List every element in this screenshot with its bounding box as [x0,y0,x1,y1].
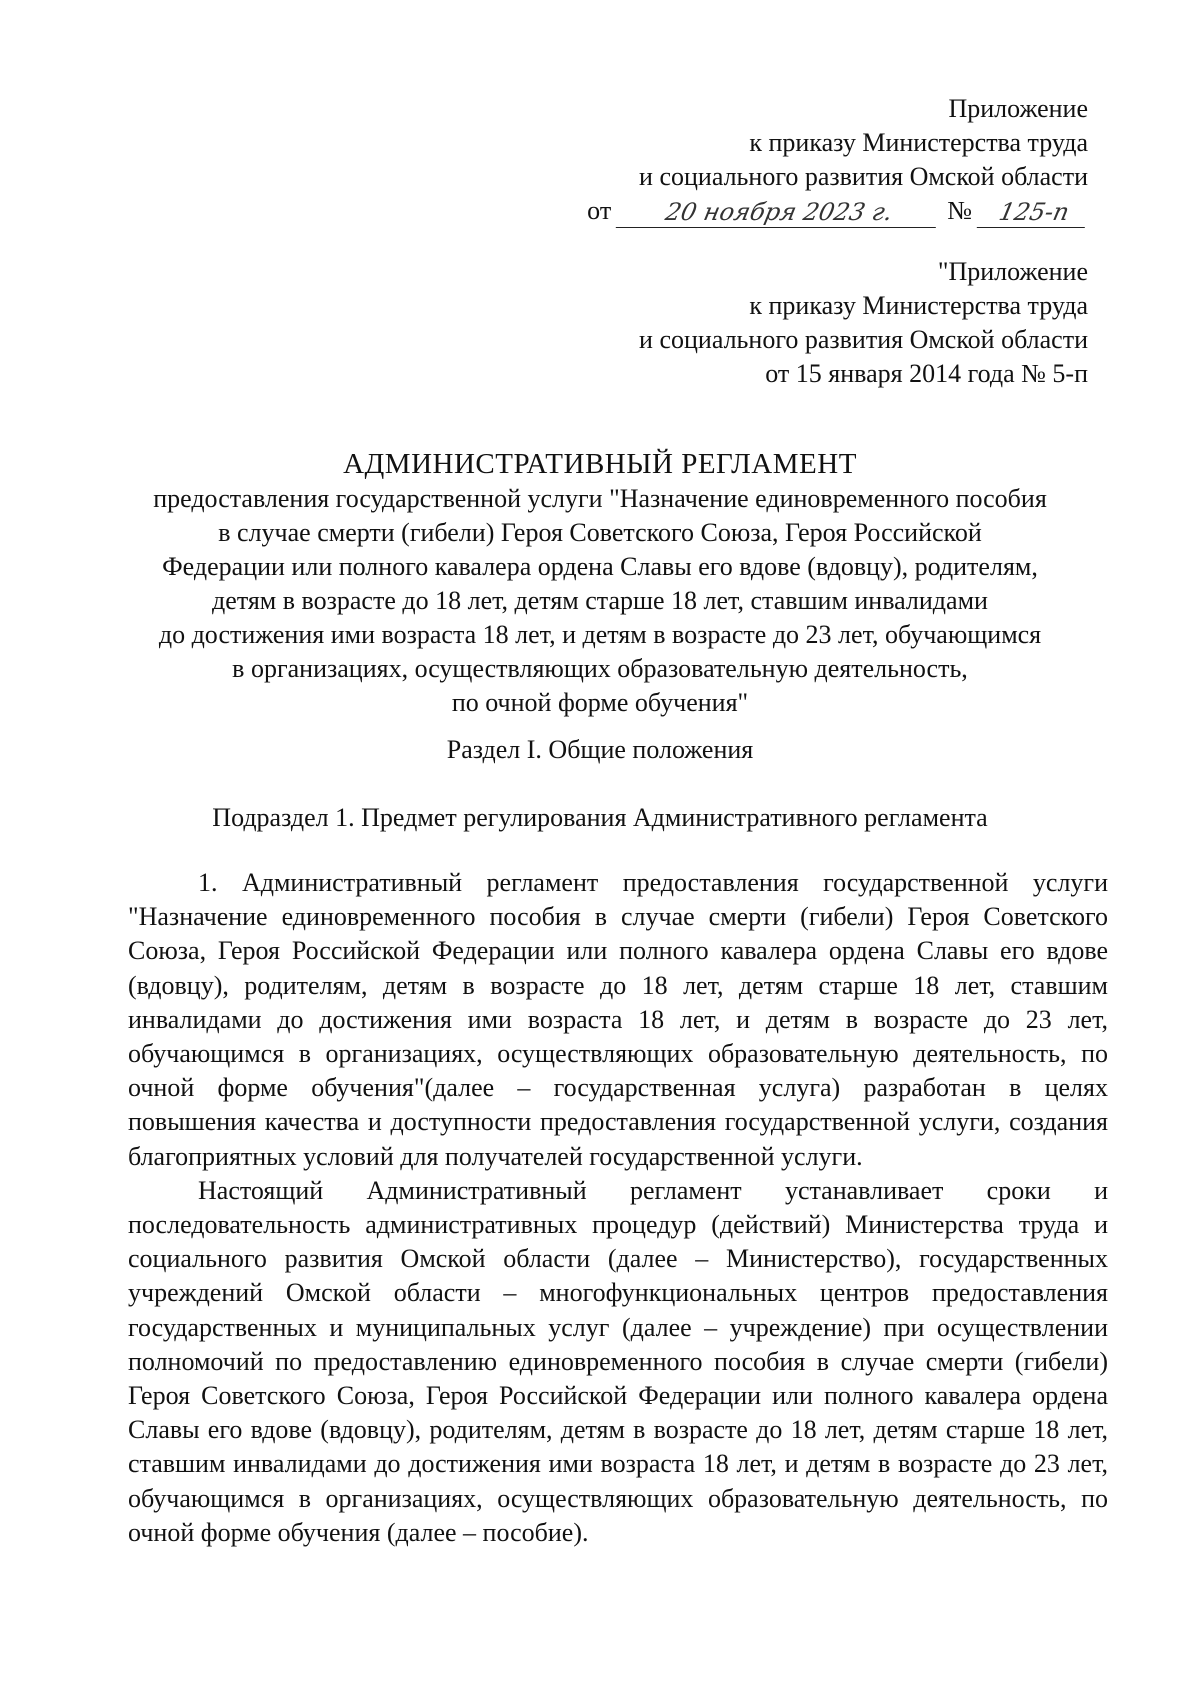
handwritten-number: 125-п [977,197,1092,228]
original-appendix-label: "Приложение [937,257,1088,286]
date-prefix: от [587,196,612,225]
number-sign: № [947,196,972,225]
paragraph: Настоящий Административный регламент устанавливает сроки и последовательность административных процедур (действий) Министерства труда и социального развития Омской области (далее – Министерство), государственных учреждений Омской области – многофункциональных центров предоставления государственных и муниципальных услуг (далее – учреждение) при осуществлении полномочий по предоставлению единовременного пособия в случае смерти (гибели) Героя Советского Союза, Героя Российской Федерации или полного кавалера ордена Славы его вдове (вдовцу), родителям, детям в возрасте до 18 лет, детям старше 18 лет, ставшим инвалидами до достижения ими возраста 18 лет, и детям в возрасте до 23 лет, обучающимся в организациях, осуществляющих образовательную деятельность, по очной форме обучения (далее – пособие). [128,1175,1108,1547]
original-appendix-date-line: от 15 января 2014 года № 5-п [765,359,1088,388]
appendix-ministry-line: и социального развития Омской области [639,162,1088,191]
main-title: АДМИНИСТРАТИВНЫЙ РЕГЛАМЕНТ [343,448,857,480]
original-appendix-header [639,255,1088,391]
title-line: Федерации или полного кавалера ордена Славы его вдове (вдовцу), родителям, [162,552,1038,581]
title-line: до достижения ими возраста 18 лет, и детям в возрасте до 23 лет, обучающимся [158,620,1042,649]
handwritten-date: 20 ноября 2023 г. [616,197,943,228]
paragraph: 1. Административный регламент предоставления государственной услуги "Назначение единовременного пособия в случае смерти (гибели) Героя Советского Союза, Героя Российской Федерации или полного кавалера ордена Славы его вдове (вдовцу), родителям, детям в возрасте до 18 лет, детям старше 18 лет, ставшим инвалидами до достижения ими возраста 18 лет, и детям в возрасте до 23 лет, обучающимся в организациях, осуществляющих образовательную деятельность, по очной форме обучения"(далее – государственная услуга) разработан в целях повышения качества и доступности предоставления государственной услуги, создания благоприятных условий для получателей государственной услуги. [128,868,1108,1171]
title-line: по очной форме обучения" [451,688,749,717]
appendix-header [587,92,1088,228]
title-line: в случае смерти (гибели) Героя Советского Союза, Героя Российской [218,518,982,547]
document-title [110,446,1090,720]
appendix-order-line: к приказу Министерства труда [749,128,1088,157]
title-line: предоставления государственной услуги "Назначение единовременного пособия [153,484,1047,513]
subsection-heading: Подраздел 1. Предмет регулирования Административного регламента [212,803,988,832]
title-line: детям в возрасте до 18 лет, детям старше 18 лет, ставшим инвалидами [212,586,988,615]
appendix-label: Приложение [948,94,1088,123]
original-appendix-ministry-line: и социального развития Омской области [639,325,1088,354]
title-line: в организациях, осуществляющих образовательную деятельность, [232,654,968,683]
section-heading: Раздел I. Общие положения [446,735,754,764]
original-appendix-order-line: к приказу Министерства труда [749,291,1088,320]
body-text [128,866,1108,1550]
appendix-date-line [587,194,1088,228]
